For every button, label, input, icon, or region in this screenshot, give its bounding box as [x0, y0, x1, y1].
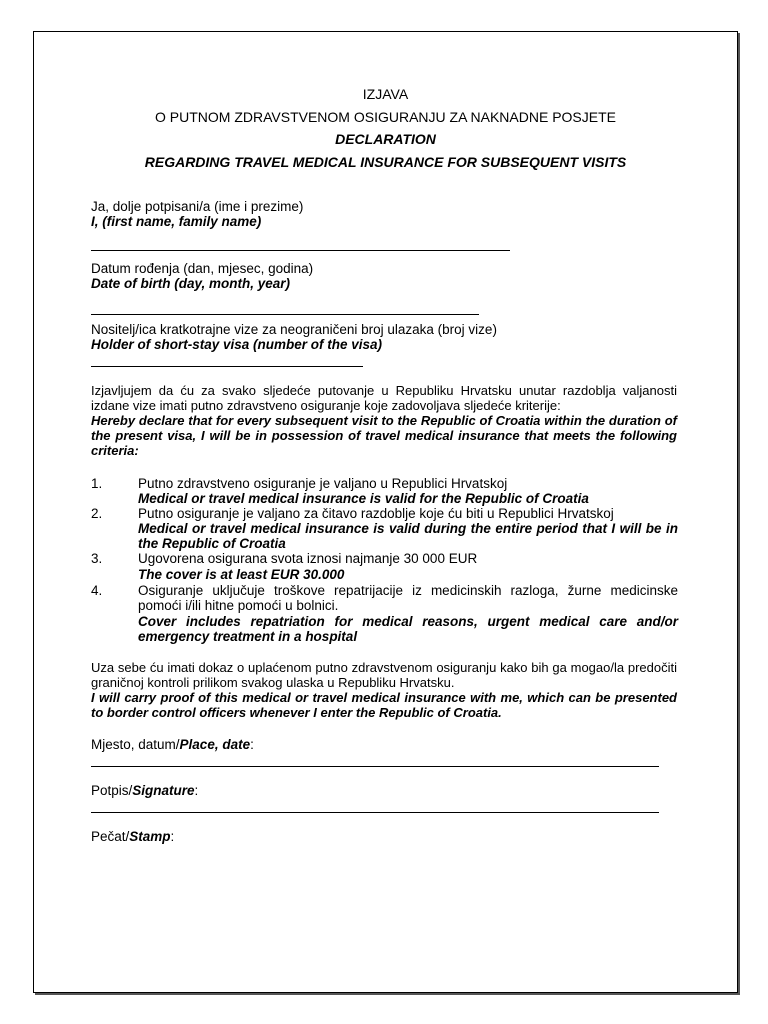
- criterion-4-number: 4.: [91, 583, 103, 598]
- name-label-en: I, (first name, family name): [91, 214, 262, 229]
- title-hr: IZJAVA: [362, 86, 409, 102]
- visa-label-hr: Nositelj/ica kratkotrajne vize za neograničeni broj ulazaka (broj vize): [91, 322, 497, 337]
- criterion-2-en: Medical or travel medical insurance is valid during the entire period that I will be in the Republic of Croatia: [138, 521, 678, 551]
- name-label-hr: Ja, dolje potpisani/a (ime i prezime): [91, 199, 304, 214]
- criterion-2-hr: Putno osiguranje je valjano za čitavo razdoblje koje ću biti u Republici Hrvatskoj: [138, 506, 614, 521]
- place-date-label: Mjesto, datum/Place, date:: [91, 737, 254, 752]
- criterion-3-en: The cover is at least EUR 30.000: [138, 567, 345, 582]
- criterion-4-en: Cover includes repatriation for medical reasons, urgent medical care and/or emergency treatment in a hospital: [138, 614, 678, 644]
- stamp-label: Pečat/Stamp:: [91, 829, 175, 844]
- criterion-1-number: 1.: [91, 476, 103, 491]
- title-en: DECLARATION: [335, 131, 436, 147]
- criterion-3-hr: Ugovorena osigurana svota iznosi najmanje 30 000 EUR: [138, 551, 478, 566]
- dob-label-hr: Datum rođenja (dan, mjesec, godina): [91, 261, 314, 276]
- criterion-1-hr: Putno zdravstveno osiguranje je valjano u Republici Hrvatskoj: [138, 476, 508, 491]
- criterion-4-hr: Osiguranje uključuje troškove repatrijacije iz medicinskih razloga, žurne medicinske pomoći i/ili hitne pomoći u bolnici.: [138, 583, 678, 613]
- dob-field-line[interactable]: [91, 314, 479, 315]
- subtitle-en: REGARDING TRAVEL MEDICAL INSURANCE FOR SUBSEQUENT VISITS: [144, 154, 627, 170]
- proof-en: I will carry proof of this medical or travel medical insurance with me, which can be presented to border control officers whenever I enter the Republic of Croatia.: [91, 690, 677, 720]
- declaration-en: Hereby declare that for every subsequent visit to the Republic of Croatia within the duration of the present visa, I will be in possession of travel medical insurance that meets the following criteria:: [91, 413, 677, 458]
- subtitle-hr: O PUTNOM ZDRAVSTVENOM OSIGURANJU ZA NAKNADNE POSJETE: [154, 109, 616, 125]
- criterion-1-en: Medical or travel medical insurance is valid for the Republic of Croatia: [138, 491, 589, 506]
- visa-field-line[interactable]: [91, 366, 363, 367]
- criterion-2-number: 2.: [91, 506, 103, 521]
- name-field-line[interactable]: [91, 250, 510, 251]
- visa-label-en: Holder of short-stay visa (number of the visa): [91, 337, 383, 352]
- declaration-hr: Izjavljujem da ću za svako sljedeće putovanje u Republiku Hrvatsku unutar razdoblja valjanosti izdane vize imati putno zdravstveno osiguranje koje zadovoljava sljedeće kriterije:: [91, 383, 677, 413]
- proof-hr: Uza sebe ću imati dokaz o uplaćenom putno zdravstvenom osiguranju kako bih ga mogao/la predočiti graničnoj kontroli prilikom svakog ulaska u Republiku Hrvatsku.: [91, 660, 677, 690]
- signature-label: Potpis/Signature:: [91, 783, 199, 798]
- place-date-field-line[interactable]: [91, 766, 659, 767]
- criterion-3-number: 3.: [91, 551, 103, 566]
- dob-label-en: Date of birth (day, month, year): [91, 276, 291, 291]
- signature-field-line[interactable]: [91, 812, 659, 813]
